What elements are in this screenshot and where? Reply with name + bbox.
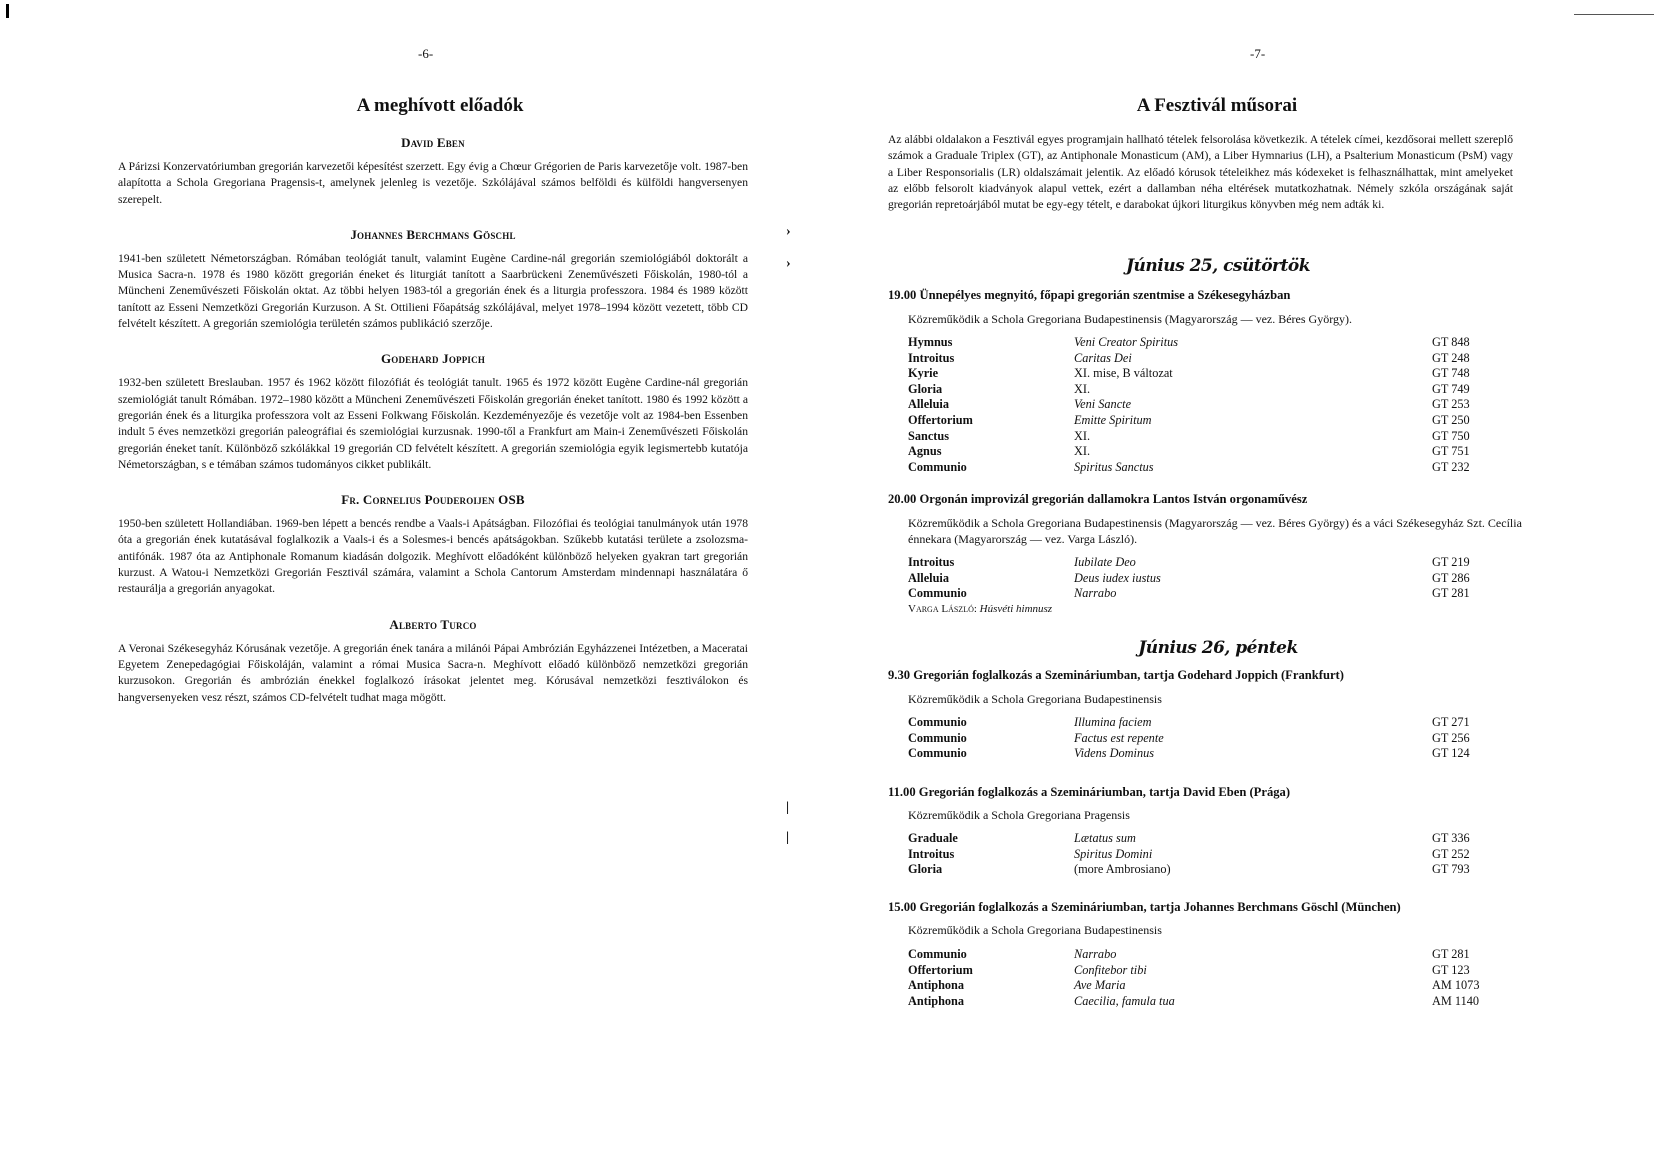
performer-name: Johannes Berchmans Göschl (350, 226, 516, 242)
item-title: XI. (1074, 381, 1091, 396)
event-title: 9.30 Gregorián foglalkozás a Szemináriumban, tartja Godehard Joppich (Frankfurt) (888, 668, 1344, 682)
gutter-mark: | (786, 830, 790, 845)
item-part: Antiphona (908, 978, 965, 993)
item-ref: GT 248 (1432, 350, 1470, 365)
item-ref: GT 751 (1432, 444, 1470, 459)
item-title: Illumina faciem (1074, 715, 1152, 729)
performers-list (118, 135, 748, 725)
item-title: Spiritus Domini (1074, 846, 1153, 861)
item-ref: GT 250 (1432, 412, 1470, 427)
program-item (908, 994, 1508, 1010)
day-heading: Június 26, péntek (1138, 638, 1298, 658)
program-item (908, 847, 1508, 863)
item-part: Alleluia (908, 397, 949, 412)
event-title: 20.00 Orgonán improvizál gregorián dallamokra Lantos István orgonaművész (888, 492, 1308, 506)
item-title: Factus est repente (1074, 730, 1164, 745)
item-ref: AM 1140 (1432, 993, 1480, 1008)
performer-block (118, 227, 748, 332)
item-ref: GT 252 (1432, 846, 1470, 861)
item-ref: GT 749 (1432, 381, 1470, 396)
item-title: XI. mise, B változat (1074, 366, 1173, 381)
program-item (908, 978, 1508, 994)
page-title: A Fesztivál műsorai (1136, 95, 1298, 116)
item-ref: GT 793 (1432, 862, 1470, 877)
item-part: Antiphona (908, 993, 965, 1008)
program-items (908, 947, 1508, 1009)
performer-bio: 1941-ben született Németországban. Rómában teológiát tanult, valamint Eugène Cardine-nál gregorián szemiológiából doktorált a Musica Sacra-n. 1978 és 1980 között gregorián éneket és liturgiát tanított a Saarbrückeni Zeneművészeti Főiskolán, 1980-tól a Müncheni Zeneművészeti Főiskolán oktat. Az többi helyen 1983-tól a gregorián ének és a liturgia professzora. 1984 és 1989 között tanított az Esseni Nemzetközi Gregorián Kurzuson. A St. Ottilieni Főapátság szkólájával, melyet 1978–1994 között vezetett, több CD felvételt készített. A gregorián szemiológia területén számos publikáció szerzője. (118, 251, 748, 331)
item-title: Narrabo (1074, 947, 1117, 961)
performer-block (118, 351, 748, 473)
item-part: Communio (908, 459, 967, 474)
item-title: Ave Maria (1074, 978, 1126, 993)
item-part: Agnus (908, 444, 942, 459)
item-title: XI. (1074, 444, 1091, 459)
item-title: Iubilate Deo (1074, 555, 1136, 569)
program-item (908, 335, 1508, 351)
item-part: Communio (908, 586, 967, 601)
item-ref: GT 286 (1432, 570, 1470, 585)
page-number: -7- (1250, 46, 1266, 61)
gutter-mark: › (786, 224, 791, 239)
item-ref: GT 232 (1432, 459, 1470, 474)
item-title: Deus iudex iustus (1074, 570, 1161, 585)
program-item (908, 351, 1508, 367)
item-ref: GT 336 (1432, 831, 1470, 845)
item-ref: GT 281 (1432, 586, 1470, 601)
item-part: Sanctus (908, 428, 950, 443)
program-item (908, 397, 1508, 413)
performer-block (118, 135, 748, 208)
item-part: Gloria (908, 381, 943, 396)
item-part: Introitus (908, 350, 955, 365)
item-title: Veni Creator Spiritus (1074, 335, 1179, 349)
performer-name: David Eben (401, 135, 465, 150)
item-title: Veni Sancte (1074, 397, 1132, 412)
item-part: Communio (908, 730, 967, 745)
program-item (908, 963, 1508, 979)
item-title: Caritas Dei (1074, 350, 1132, 365)
performer-name: Fr. Cornelius Pouderoijen OSB (341, 492, 525, 508)
item-part: Communio (908, 947, 967, 961)
item-title: Videns Dominus (1074, 746, 1155, 761)
item-part: Offertorium (908, 962, 973, 977)
item-ref: GT 124 (1432, 746, 1470, 761)
performer-block (118, 617, 748, 706)
event-title: 15.00 Gregorián foglalkozás a Szemináriumban, tartja Johannes Berchmans Göschl (München) (888, 900, 1401, 914)
item-part: Gloria (908, 862, 943, 877)
item-ref: GT 219 (1432, 555, 1470, 569)
program-item (908, 731, 1508, 747)
event-collaborators: Közreműködik a Schola Gregoriana Budapestinensis (908, 923, 1162, 937)
item-title: Spiritus Sanctus (1074, 459, 1154, 474)
item-ref: GT 748 (1432, 366, 1470, 381)
program-item (908, 947, 1508, 963)
item-ref: GT 281 (1432, 947, 1470, 961)
item-part: Introitus (908, 846, 955, 861)
item-part: Graduale (908, 831, 958, 845)
event-collaborators: Közreműködik a Schola Gregoriana Budapestinensis (Magyarország — vez. Béres György). (908, 312, 1352, 326)
item-ref: GT 271 (1432, 715, 1470, 729)
program-item (908, 366, 1508, 382)
program-items (908, 335, 1508, 475)
program-item (908, 586, 1508, 602)
program-item (908, 831, 1508, 847)
program-item (908, 746, 1508, 762)
item-part: Introitus (908, 555, 955, 569)
performer-bio: 1950-ben született Hollandiában. 1969-ben lépett a bencés rendbe a Vaals-i Apátságban. Filozófiai és teológiai tanulmányok után 1978 óta a gregorián ének kutatásával foglalkozik a Vaals-i és a Solesmes-i bencés apátságokban. Szűkebb kutatási területe a zsolozsma-antifónák. 1987 óta az Antiphonale Romanum kiadásán dolgozik. Meghívott előadóként különböző helyeken gyakran tart gregorián kurzust. A Watou-i Nemzetközi Gregorián Fesztivál számára, valamint a Schola Cantorum Amsterdam mindennapi használatára ő restaurálja a gregorián anyagokat. (118, 517, 748, 596)
item-note (908, 603, 1052, 615)
program-item (908, 413, 1508, 429)
program-items (908, 831, 1508, 878)
performer-name: Alberto Turco (389, 616, 477, 632)
item-ref: GT 750 (1432, 428, 1470, 443)
program-items (908, 715, 1508, 762)
event-title: 19.00 Ünnepélyes megnyitó, főpapi gregorián szentmise a Székesegyházban (888, 288, 1291, 302)
note-composer: Varga László: (908, 603, 977, 615)
item-ref: GT 123 (1432, 962, 1470, 977)
item-title: Caecilia, famula tua (1074, 993, 1175, 1008)
item-title: Narrabo (1074, 586, 1117, 601)
item-ref: AM 1073 (1432, 978, 1480, 993)
item-title: XI. (1074, 428, 1091, 443)
program-item (908, 715, 1508, 731)
program-item (908, 382, 1508, 398)
item-ref: GT 253 (1432, 397, 1470, 412)
event-title: 11.00 Gregorián foglalkozás a Szemináriumban, tartja David Eben (Prága) (888, 785, 1291, 799)
program-item (908, 444, 1508, 460)
performer-block (118, 492, 748, 597)
performer-bio: 1932-ben született Breslauban. 1957 és 1962 között filozófiát és teológiát tanult. 1965 és 1972 között Eugène Cardine-nál gregorián szemiológiát tanult Rómában. 1972–1980 között a Müncheni Zeneművészeti Főiskolán gregorián éneket tanított. 1980 és 1992 között a gregorián ének és a liturgika professzora volt az Esseni Folkwang Főiskolán. Kezdeményezője és vezetője volt az 1984-ben Essenben indult 5 éves nemzetközi gregorián paleográfiai és szemiológiai kurzusnak. 1990-től a Frankfurt am Main-i Zeneművészeti Főiskolán gregorián éneket tanít. Különböző szkólákkal 19 gregorián CD felvételt készített. A gregorián szemiológia egyik legismertebb kutatója Németországban, s e témában számos tudományos cikket publikált. (118, 376, 748, 471)
performer-bio: A Veronai Székesegyház Kórusának vezetője. A gregorián ének tanára a milánói Pápai Ambrózián Egyházzenei Intézetben, a Maceratai Egyetem Zenepedagógiai Főiskoláján, valamint a római Musica Sacra-n. Meghívott előadó különböző nemzetközi gregorián kurzusokon. Gregorián és ambrózián énekkel foglalkozó írásokat jelentet meg. Kórusával nemzetközi fesztiválokon és hangversenyeken vesz részt, számos CD-felvételt tudhat maga mögött. (118, 641, 748, 704)
item-title: Confitebor tibi (1074, 962, 1147, 977)
item-title: Lætatus sum (1074, 831, 1136, 845)
program-item (908, 862, 1508, 878)
item-ref: GT 256 (1432, 730, 1470, 745)
page-title: A meghívott előadók (356, 95, 524, 116)
program-item (908, 571, 1508, 587)
program-item (908, 460, 1508, 476)
item-part: Communio (908, 715, 967, 729)
item-title: Emitte Spiritum (1074, 412, 1152, 427)
program-item (908, 429, 1508, 445)
item-part: Kyrie (908, 366, 939, 381)
item-part: Offertorium (908, 412, 973, 427)
item-part: Hymnus (908, 335, 953, 349)
gutter-mark: | (786, 800, 790, 815)
intro-paragraph: Az alábbi oldalakon a Fesztivál egyes programjain hallható tételek felsorolása következik. A tételek címei, kezdősorai mellett szereplő számok a Graduale Triplex (GT), az Antiphonale Monasticum (AM), a Liber Hymnarius (LH), a Psalterium Monasticum (PsM) vagy a Liber Responsorialis (LR) oldalszámait jelentik. Az előadó kórusok tételeikhez más kódexeket is felhasználhattak, mint amelyeket az előbb felsorolt kiadványok alapul vettek, ezért a dallamban néha eltérések mutatkozhatnak. Némely szkóla országának saját gregorián repretoárjából mutat be egy-egy tételt, e darabokat újkori liturgikus könyvben még nem adták ki. (888, 133, 1513, 212)
event-collaborators: Közreműködik a Schola Gregoriana Budapestinensis (908, 692, 1162, 706)
performer-name: Godehard Joppich (380, 351, 486, 367)
note-title: Húsvéti himnusz (979, 603, 1053, 615)
program-item (908, 555, 1508, 571)
event-collaborators: Közreműködik a Schola Gregoriana Pragensis (908, 808, 1130, 822)
day-heading: Június 25, csütörtök (1126, 256, 1310, 276)
program-items (908, 555, 1508, 602)
item-title: (more Ambrosiano) (1074, 862, 1171, 877)
performer-bio: A Párizsi Konzervatóriumban gregorián karvezetői képesítést szerzett. Egy évig a Chœur Grégorien de Paris karvezetője volt. 1987-ben alapította a Schola Gregoriana Pragensis-t, amelynek jelenleg is vezetője. Szkólájával számos belföldi és külföldi hangversenyen szerepelt. (118, 160, 748, 206)
item-ref: GT 848 (1432, 335, 1470, 349)
right-page (832, 0, 1664, 1170)
event-collaborators: Közreműködik a Schola Gregoriana Budapestinensis (Magyarország — vez. Béres György) és a váci Székesegyház Szt. Cecília énnekara (Magyarország — vez. Varga László). (908, 516, 1522, 546)
page-number: -6- (418, 46, 434, 61)
gutter-mark: › (786, 256, 791, 271)
item-part: Communio (908, 746, 967, 761)
item-part: Alleluia (908, 570, 949, 585)
